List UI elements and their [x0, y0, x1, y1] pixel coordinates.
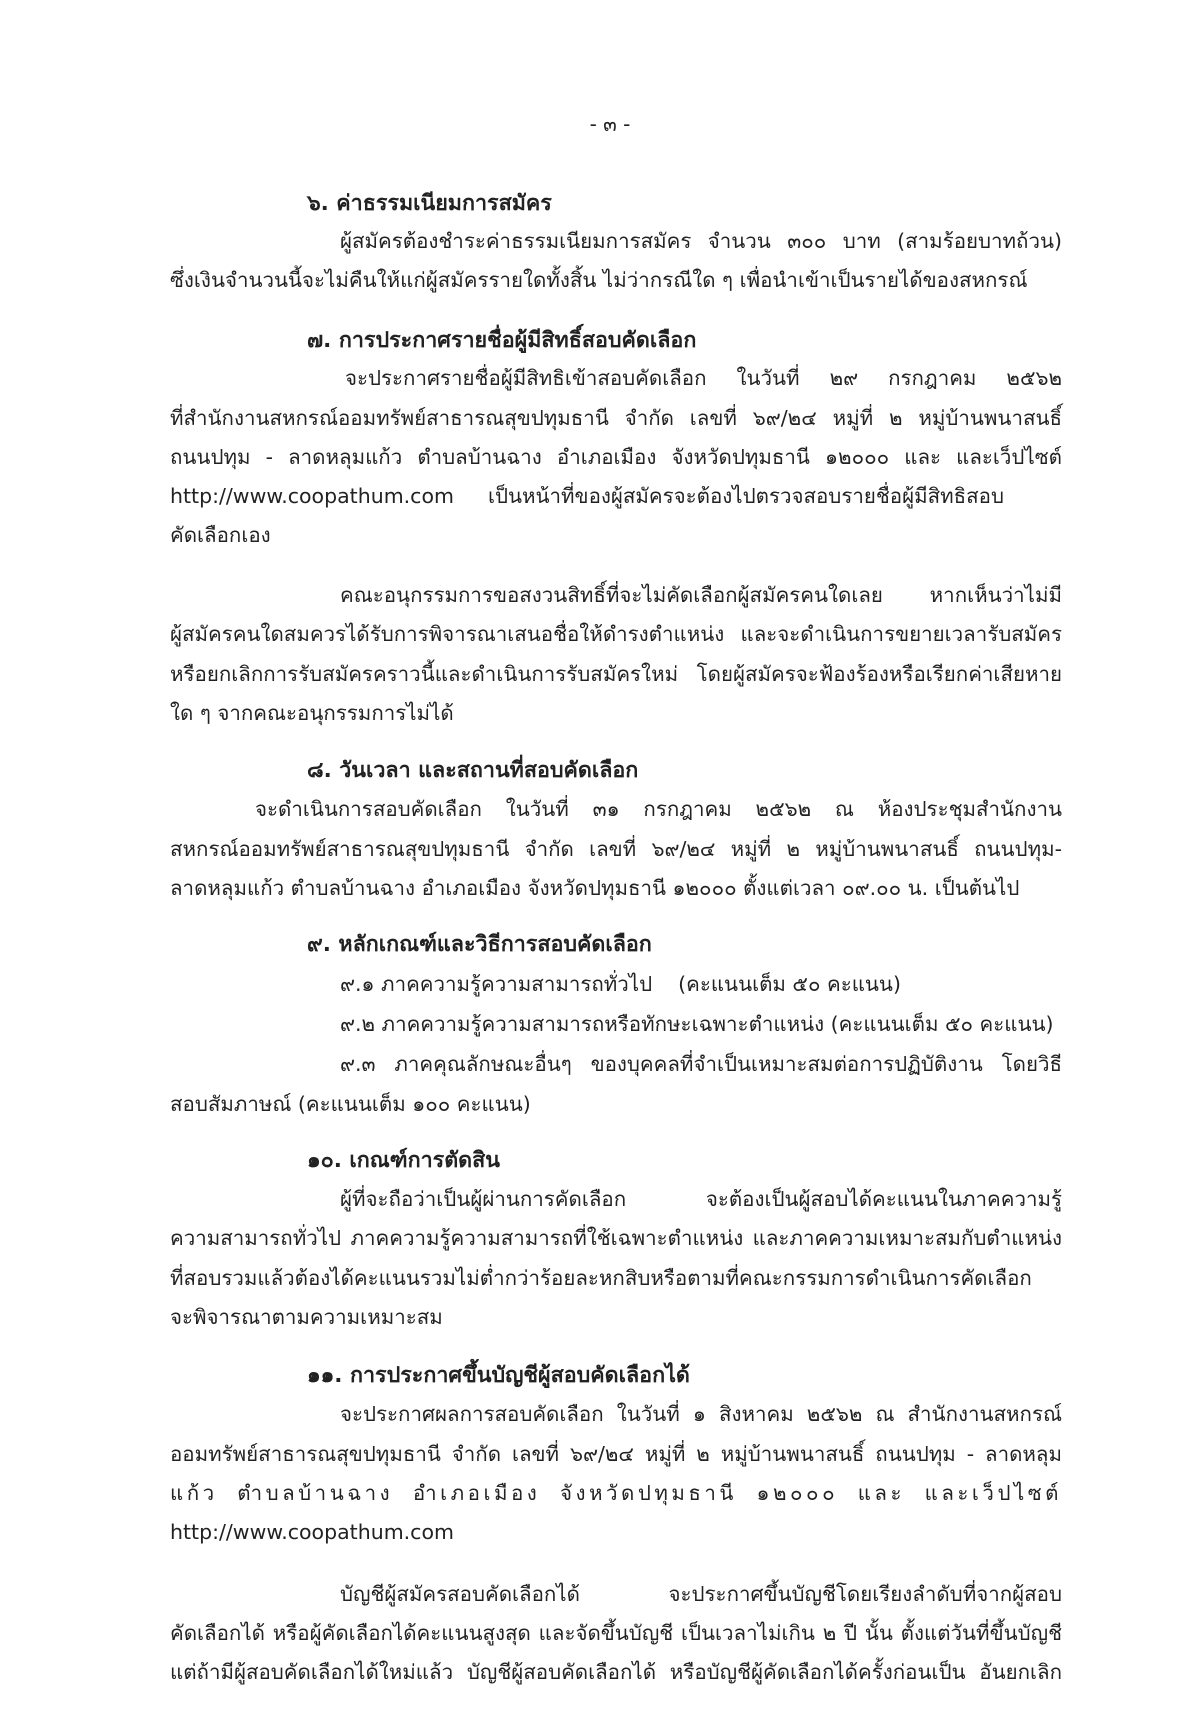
section-9-item-2: ๙.๒ ภาคความรู้ความสามารถหรือทักษะเฉพาะตำแหน่ง (คะแนนเต็ม ๕๐ คะแนน): [340, 1012, 1054, 1036]
section-6-line: ซึ่งเงินจำนวนนี้จะไม่คืนให้แก่ผู้สมัครรายใดทั้งสิ้น ไม่ว่ากรณีใด ๆ เพื่อนำเข้าเป็นรายได้ของสหกรณ์: [170, 268, 1028, 292]
section-10-line: ผู้ที่จะถือว่าเป็นผู้ผ่านการคัดเลือก จะต้องเป็นผู้สอบได้คะแนนในภาคความรู้: [340, 1187, 1062, 1211]
section-7-heading: ๗. การประกาศรายชื่อผู้มีสิทธิ์สอบคัดเลือก: [307, 328, 697, 353]
section-8-heading: ๘. วันเวลา และสถานที่สอบคัดเลือก: [307, 758, 639, 783]
section-9-item-3: ๙.๓ ภาคคุณลักษณะอื่นๆ ของบุคคลที่จำเป็นเหมาะสมต่อการปฏิบัติงาน โดยวิธี: [340, 1052, 1062, 1076]
section-10-line: ความสามารถทั่วไป ภาคความรู้ความสามารถที่ใช้เฉพาะตำแหน่ง และภาคความเหมาะสมกับตำแหน่ง: [170, 1226, 1062, 1250]
section-7-line: จะประกาศรายชื่อผู้มีสิทธิเข้าสอบคัดเลือก ในวันที่ ๒๙ กรกฎาคม ๒๕๖๒: [345, 366, 1062, 390]
section-8-line: สหกรณ์ออมทรัพย์สาธารณสุขปทุมธานี จำกัด เลขที่ ๖๙/๒๔ หมู่ที่ ๒ หมู่บ้านพนาสนธิ์ ถนนปทุม-: [170, 837, 1062, 861]
section-9-item-1: [340, 974, 901, 995]
section-11-line: แก้ว ตำบลบ้านฉาง อำเภอเมือง จังหวัดปทุมธานี ๑๒๐๐๐ และ และเว็ปไซต์: [170, 1481, 1062, 1505]
section-11-heading: ๑๑. การประกาศขึ้นบัญชีผู้สอบคัดเลือกได้: [307, 1363, 690, 1388]
section-7-line: ถนนปทุม - ลาดหลุมแก้ว ตำบลบ้านฉาง อำเภอเมือง จังหวัดปทุมธานี ๑๒๐๐๐ และ และเว็ปไซต์: [170, 445, 1062, 469]
page-number: - ๓ -: [589, 112, 631, 136]
section-10-line: ที่สอบรวมแล้วต้องได้คะแนนรวมไม่ต่ำกว่าร้อยละหกสิบหรือตามที่คณะกรรมการดำเนินการคัดเลือก: [170, 1266, 1032, 1290]
section-7-line: หรือยกเลิกการรับสมัครคราวนี้และดำเนินการรับสมัครใหม่ โดยผู้สมัครจะฟ้องร้องหรือเรียกค่าเสียหาย: [170, 662, 1062, 686]
section-11-line: คัดเลือกได้ หรือผู้คัดเลือกได้คะแนนสูงสุด และจัดขึ้นบัญชี เป็นเวลาไม่เกิน ๒ ปี นั้น ตั้งแต่วันที่ขึ้นบัญชี: [170, 1621, 1062, 1645]
section-7-line: คณะอนุกรรมการขอสงวนสิทธิ์ที่จะไม่คัดเลือกผู้สมัครคนใดเลย หากเห็นว่าไม่มี: [340, 583, 1062, 607]
section-7-url-line: [170, 486, 1004, 507]
section-6-heading: ๖. ค่าธรรมเนียมการสมัคร: [307, 191, 552, 216]
website-link[interactable]: http://www.coopathum.com: [170, 1520, 454, 1544]
website-link[interactable]: http://www.coopathum.com: [170, 484, 454, 508]
section-11-line: บัญชีผู้สมัครสอบคัดเลือกได้ จะประกาศขึ้นบัญชีโดยเรียงลำดับที่จากผู้สอบ: [340, 1582, 1062, 1606]
section-7-line: ผู้สมัครคนใดสมควรได้รับการพิจารณาเสนอชื่อให้ดำรงตำแหน่ง และจะดำเนินการขยายเวลารับสมัคร: [170, 622, 1062, 646]
section-8-line: จะดำเนินการสอบคัดเลือก ในวันที่ ๓๑ กรกฎาคม ๒๕๖๒ ณ ห้องประชุมสำนักงาน: [255, 797, 1062, 821]
section-11-line: แต่ถ้ามีผู้สอบคัดเลือกได้ใหม่แล้ว บัญชีผู้สอบคัดเลือกได้ หรือบัญชีผู้คัดเลือกได้ครั้งก่อนเป็น อันยกเลิก: [170, 1660, 1062, 1684]
section-6-line: ผู้สมัครต้องชำระค่าธรรมเนียมการสมัคร จำนวน ๓๐๐ บาท (สามร้อยบาทถ้วน): [340, 229, 1062, 253]
section-9-heading: ๙. หลักเกณฑ์และวิธีการสอบคัดเลือก: [307, 932, 652, 957]
section-8-line: ลาดหลุมแก้ว ตำบลบ้านฉาง อำเภอเมือง จังหวัดปทุมธานี ๑๒๐๐๐ ตั้งแต่เวลา ๐๙.๐๐ น. เป็นต้นไป: [170, 876, 1020, 900]
section-11-line: ออมทรัพย์สาธารณสุขปทุมธานี จำกัด เลขที่ ๖๙/๒๔ หมู่ที่ ๒ หมู่บ้านพนาสนธิ์ ถนนปทุม - ลาดหลุม: [170, 1442, 1062, 1466]
section-10-line: จะพิจารณาตามความเหมาะสม: [170, 1305, 443, 1329]
section-7-url-trailing-text: เป็นหน้าที่ของผู้สมัครจะต้องไปตรวจสอบรายชื่อผู้มีสิทธิสอบ: [487, 484, 1004, 508]
section-11-line: จะประกาศผลการสอบคัดเลือก ในวันที่ ๑ สิงหาคม ๒๕๖๒ ณ สำนักงานสหกรณ์: [340, 1402, 1062, 1426]
section-9-item-3-cont: สอบสัมภาษณ์ (คะแนนเต็ม ๑๐๐ คะแนน): [170, 1092, 531, 1116]
section-7-line: คัดเลือกเอง: [170, 523, 271, 547]
section-9-item-1-label: ๙.๑ ภาคความรู้ความสามารถทั่วไป: [340, 972, 653, 996]
section-7-line: ที่สำนักงานสหกรณ์ออมทรัพย์สาธารณสุขปทุมธานี จำกัด เลขที่ ๖๙/๒๔ หมู่ที่ ๒ หมู่บ้านพนาสนธิ์: [170, 406, 1062, 430]
section-9-item-1-score: (คะแนนเต็ม ๕๐ คะแนน): [678, 972, 901, 996]
section-7-line: ใด ๆ จากคณะอนุกรรมการไม่ได้: [170, 701, 454, 725]
section-10-heading: ๑๐. เกณฑ์การตัดสิน: [307, 1148, 500, 1173]
